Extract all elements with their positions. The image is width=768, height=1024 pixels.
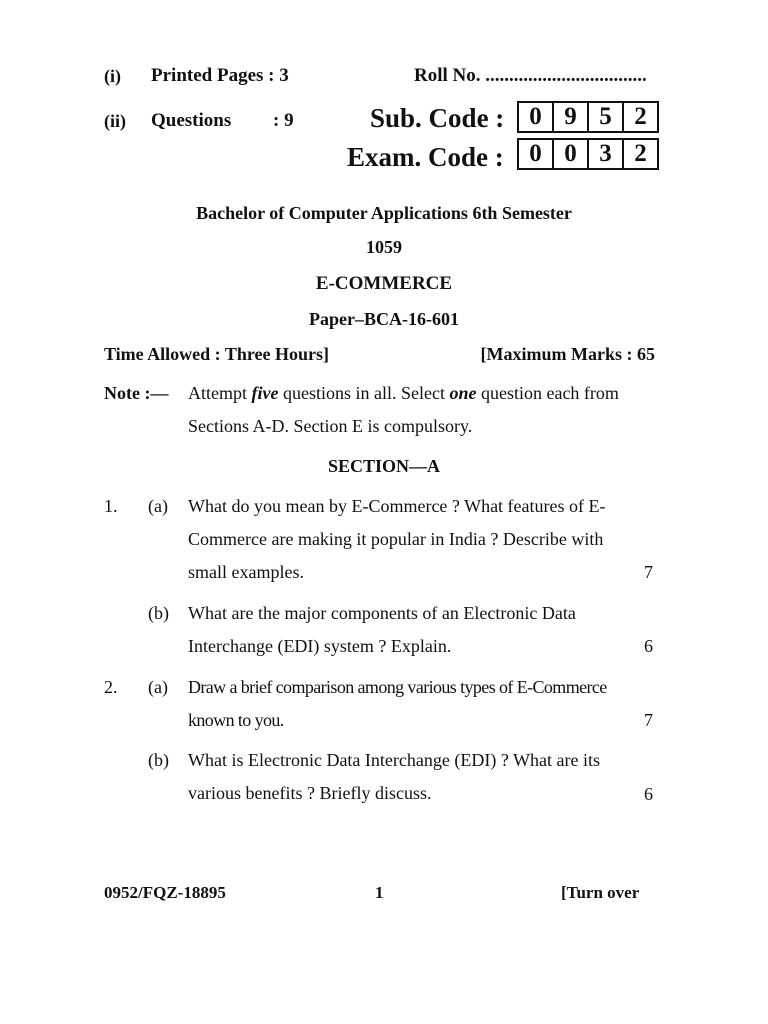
paper-code: Paper–BCA-16-601 [309, 309, 459, 329]
turn-over: [Turn over [561, 883, 640, 902]
question-line: small examples. [188, 562, 304, 582]
item-ii-label: (ii) [104, 111, 126, 131]
question-text [188, 744, 600, 810]
question-number: 2. [104, 677, 118, 697]
sub-code-label: Sub. Code : [370, 103, 505, 133]
time-allowed: Time Allowed : Three Hours] [104, 344, 329, 364]
note-line-1 [188, 383, 656, 404]
question-marks: 6 [644, 784, 653, 804]
exam-code-digit: 3 [587, 140, 622, 168]
questions-value: : 9 [273, 110, 294, 131]
maximum-marks: [Maximum Marks : 65 [480, 344, 655, 364]
exam-code-digit: 0 [552, 140, 587, 168]
question-line: What do you mean by E-Commerce ? What features of E- [188, 496, 606, 516]
question-line: Draw a brief comparison among various types of E-Commerce [188, 677, 607, 697]
question-marks: 6 [644, 636, 653, 656]
question-line: known to you. [188, 710, 284, 730]
question-text [188, 671, 607, 737]
printed-pages: Printed Pages : 3 [151, 65, 289, 86]
exam-code-digit: 2 [622, 140, 657, 168]
note-emphasis-five: five [251, 383, 279, 403]
sub-code-digit: 0 [529, 103, 542, 130]
note-line-2: Sections A-D. Section E is compulsory. [188, 416, 473, 436]
question-marks: 7 [644, 562, 653, 582]
roll-no: Roll No. .................................. [414, 65, 647, 86]
question-line: Commerce are making it popular in India ? Describe with [188, 529, 604, 549]
exam-code-digit: 0 [529, 140, 542, 167]
question-part-label: (b) [148, 750, 169, 770]
footer-code: 0952/FQZ-18895 [104, 883, 226, 902]
question-marks: 7 [644, 710, 653, 730]
exam-code-label: Exam. Code : [347, 142, 504, 172]
question-line: What is Electronic Data Interchange (EDI) ? What are its [188, 750, 600, 770]
sub-code-digit: 5 [587, 103, 622, 131]
section-a-heading: SECTION—A [327, 456, 441, 476]
sub-code-digit: 9 [552, 103, 587, 131]
sub-code-digit: 2 [622, 103, 657, 131]
programme-title: Bachelor of Computer Applications 6th Semester [196, 203, 572, 223]
note-emphasis-one: one [449, 383, 477, 403]
question-number: 1. [104, 496, 118, 516]
subject-title: E-COMMERCE [315, 273, 453, 294]
note-text: questions in all. Select [278, 383, 450, 403]
question-line: various benefits ? Briefly discuss. [188, 783, 432, 803]
question-text [188, 490, 606, 589]
exam-code-boxes [517, 138, 659, 170]
question-text [188, 597, 576, 663]
note-label: Note :— [104, 383, 169, 403]
sub-code-boxes [517, 101, 659, 133]
page-number: 1 [375, 883, 384, 902]
question-line: Interchange (EDI) system ? Explain. [188, 636, 452, 656]
note-text: question each from [476, 383, 619, 403]
question-line: What are the major components of an Electronic Data [188, 603, 576, 623]
question-part-label: (a) [148, 496, 168, 516]
question-part-label: (a) [148, 677, 168, 697]
note-text: Attempt [188, 383, 252, 403]
paper-number: 1059 [366, 237, 402, 257]
questions-label: Questions [151, 110, 232, 131]
item-i-label: (i) [104, 66, 121, 86]
question-part-label: (b) [148, 603, 169, 623]
